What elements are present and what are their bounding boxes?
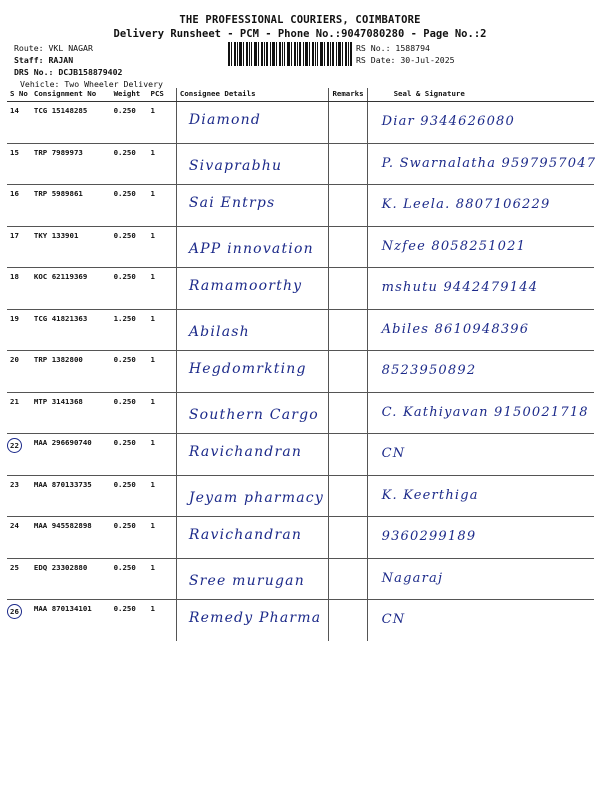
consignee-handwriting: Abilash xyxy=(188,323,250,340)
cell-weight xyxy=(111,226,148,268)
cell-signature xyxy=(367,226,594,268)
cell-remarks xyxy=(329,185,367,227)
weight-text: 0.250 xyxy=(113,438,136,447)
cell-signature xyxy=(367,185,594,227)
cell-consignment xyxy=(31,351,111,393)
cell-consignee xyxy=(176,475,329,517)
cell-consignee xyxy=(176,143,329,185)
cell-remarks xyxy=(329,226,367,268)
weight-text: 0.250 xyxy=(113,106,136,115)
consignment-text: TRP 1382800 xyxy=(33,355,83,364)
pcs-text: 1 xyxy=(150,562,155,572)
cell-pcs xyxy=(148,102,177,144)
cell-sno xyxy=(7,558,31,600)
cell-consignee xyxy=(176,351,329,393)
table-row xyxy=(7,185,594,227)
cell-weight xyxy=(111,351,148,393)
table-row xyxy=(7,351,594,393)
col-consignee: Consignee Details xyxy=(176,88,329,102)
consignment-text: KOC 62119369 xyxy=(33,272,88,281)
cell-weight xyxy=(111,475,148,517)
pcs-text: 1 xyxy=(150,604,155,613)
cell-consignment xyxy=(31,392,111,434)
pcs-text: 1 xyxy=(150,438,155,447)
cell-weight xyxy=(111,185,148,227)
sno-text: 20 xyxy=(10,355,19,364)
cell-consignment xyxy=(31,558,111,600)
cell-consignment xyxy=(31,226,111,268)
pcs-text: 1 xyxy=(150,272,155,281)
cell-sno xyxy=(7,475,31,517)
sno-text: 19 xyxy=(10,313,19,323)
pcs-text: 1 xyxy=(150,396,155,406)
signature-handwriting: C. Kathiyavan 9150021718 xyxy=(381,404,589,420)
cell-weight xyxy=(111,309,148,351)
meta-right xyxy=(356,42,455,66)
signature-handwriting: Diar 9344626080 xyxy=(381,114,515,129)
col-signature: Seal & Signature xyxy=(367,88,594,102)
pcs-text: 1 xyxy=(150,479,155,489)
cell-weight xyxy=(111,558,148,600)
table-row xyxy=(7,392,594,434)
cell-remarks xyxy=(329,143,367,185)
signature-handwriting: 9360299189 xyxy=(381,529,477,544)
weight-text: 0.250 xyxy=(113,272,136,281)
col-pcs: PCS xyxy=(148,88,177,102)
pcs-text: 1 xyxy=(150,355,155,364)
sno-text: 16 xyxy=(10,189,19,198)
cell-signature xyxy=(367,268,594,310)
cell-signature xyxy=(367,558,594,600)
cell-consignee xyxy=(176,434,329,476)
cell-signature xyxy=(367,309,594,351)
cell-pcs xyxy=(148,392,177,434)
meta-left xyxy=(14,42,163,90)
barcode-image xyxy=(228,42,352,66)
cell-sno xyxy=(7,434,31,476)
weight-text: 0.250 xyxy=(113,521,136,530)
sno-text: 21 xyxy=(10,396,19,406)
cell-remarks xyxy=(329,517,367,559)
cell-weight xyxy=(111,392,148,434)
cell-consignee xyxy=(176,600,329,641)
weight-text: 0.250 xyxy=(113,396,136,406)
cell-consignment xyxy=(31,309,111,351)
col-consignment: Consignment No xyxy=(31,88,111,102)
table-header-row xyxy=(7,88,594,102)
consignee-handwriting: Ramamoorthy xyxy=(188,278,303,294)
cell-weight xyxy=(111,600,148,641)
cell-sno xyxy=(7,351,31,393)
cell-sno xyxy=(7,102,31,144)
table-row xyxy=(7,558,594,600)
consignee-handwriting: Ravichandran xyxy=(188,444,303,460)
cell-pcs xyxy=(148,351,177,393)
cell-pcs xyxy=(148,434,177,476)
cell-pcs xyxy=(148,517,177,559)
signature-handwriting: CN xyxy=(381,446,406,461)
cell-remarks xyxy=(329,268,367,310)
signature-handwriting: mshutu 9442479144 xyxy=(381,280,539,295)
pcs-text: 1 xyxy=(150,106,155,115)
consignment-text: MAA 870134101 xyxy=(33,604,92,613)
sno-text: 17 xyxy=(10,230,19,240)
consignee-handwriting: Remedy Pharma xyxy=(188,610,322,626)
route-text: Route: VKL NAGAR xyxy=(14,43,93,53)
signature-handwriting: Abiles 8610948396 xyxy=(381,321,530,337)
consignee-handwriting: Sree murugan xyxy=(188,572,305,589)
weight-text: 0.250 xyxy=(113,189,136,198)
weight-text: 0.250 xyxy=(113,604,136,613)
consignment-text: EDQ 23302880 xyxy=(33,562,88,572)
consignee-handwriting: Southern Cargo xyxy=(188,406,319,423)
cell-remarks xyxy=(329,475,367,517)
consignee-handwriting: Sai Entrps xyxy=(188,195,276,211)
signature-handwriting: 8523950892 xyxy=(381,363,477,378)
cell-sno xyxy=(7,143,31,185)
table-row xyxy=(7,309,594,351)
cell-pcs xyxy=(148,309,177,351)
consignee-handwriting: Sivaprabhu xyxy=(188,157,283,174)
weight-text: 0.250 xyxy=(113,355,136,364)
consignment-text: TRP 5989861 xyxy=(33,189,83,198)
consignment-text: TCG 41821363 xyxy=(33,313,88,323)
signature-handwriting: K. Keerthiga xyxy=(381,487,479,503)
pcs-text: 1 xyxy=(150,147,155,157)
weight-text: 0.250 xyxy=(113,479,136,489)
cell-pcs xyxy=(148,558,177,600)
staff-text: Staff: RAJAN xyxy=(14,55,74,65)
cell-pcs xyxy=(148,143,177,185)
table-row xyxy=(7,268,594,310)
cell-consignee xyxy=(176,185,329,227)
cell-weight xyxy=(111,268,148,310)
cell-signature xyxy=(367,143,597,185)
cell-consignee xyxy=(176,392,329,434)
cell-pcs xyxy=(148,226,177,268)
table-row xyxy=(7,434,594,476)
table-row xyxy=(7,517,594,559)
sno-text: 25 xyxy=(10,562,19,572)
cell-remarks xyxy=(329,351,367,393)
rs-date: RS Date: 30-Jul-2025 xyxy=(356,55,455,65)
cell-weight xyxy=(111,434,148,476)
consignee-handwriting: Ravichandran xyxy=(188,527,303,543)
cell-consignment xyxy=(31,143,111,185)
cell-weight xyxy=(111,102,148,144)
cell-consignment xyxy=(31,475,111,517)
cell-pcs xyxy=(148,475,177,517)
table-row xyxy=(7,102,594,144)
sno-text: 14 xyxy=(10,106,19,115)
cell-remarks xyxy=(329,102,367,144)
cell-consignment xyxy=(31,102,111,144)
cell-consignment xyxy=(31,434,111,476)
consignment-text: MTP 3141368 xyxy=(33,396,83,406)
cell-signature xyxy=(367,102,594,144)
sno-text: 18 xyxy=(10,272,19,281)
cell-pcs xyxy=(148,600,177,641)
table-row xyxy=(7,143,594,185)
cell-consignee xyxy=(176,102,329,144)
cell-sno xyxy=(7,309,31,351)
cell-signature xyxy=(367,434,594,476)
cell-sno xyxy=(7,517,31,559)
cell-consignee xyxy=(176,517,329,559)
cell-consignee xyxy=(176,226,329,268)
cell-pcs xyxy=(148,268,177,310)
cell-consignment xyxy=(31,268,111,310)
cell-signature xyxy=(367,600,594,641)
pcs-text: 1 xyxy=(150,189,155,198)
cell-weight xyxy=(111,143,148,185)
page-subtitle: Delivery Runsheet - PCM - Phone No.:9047080280 - Page No.:2 xyxy=(113,28,487,40)
cell-weight xyxy=(111,517,148,559)
consignee-handwriting: APP innovation xyxy=(188,240,314,257)
consignment-text: TCG 15148285 xyxy=(33,106,88,115)
cell-remarks xyxy=(329,558,367,600)
weight-text: 0.250 xyxy=(113,147,136,157)
pcs-text: 1 xyxy=(150,230,155,240)
table-row xyxy=(7,600,594,641)
cell-consignee xyxy=(176,558,329,600)
weight-text: 0.250 xyxy=(113,562,136,572)
pcs-text: 1 xyxy=(150,521,155,530)
signature-handwriting: Nagaraj xyxy=(381,570,444,586)
consignment-text: MAA 945582898 xyxy=(33,521,92,530)
cell-consignment xyxy=(31,600,111,641)
sno-text: 15 xyxy=(10,147,19,157)
runsheet-table xyxy=(7,88,597,641)
cell-consignee xyxy=(176,309,329,351)
cell-signature xyxy=(367,475,594,517)
cell-signature xyxy=(367,351,594,393)
signature-handwriting: Nzfee 8058251021 xyxy=(381,238,527,254)
consignment-text: MAA 870133735 xyxy=(33,479,92,489)
sno-text: 23 xyxy=(10,479,19,489)
cell-consignment xyxy=(31,517,111,559)
sno-text: 26 xyxy=(7,604,22,619)
col-sno: S No xyxy=(7,88,31,102)
cell-sno xyxy=(7,392,31,434)
sno-text: 22 xyxy=(7,438,22,453)
weight-text: 1.250 xyxy=(113,313,136,323)
consignment-text: MAA 296690740 xyxy=(33,438,92,447)
cell-consignee xyxy=(176,268,329,310)
cell-remarks xyxy=(329,309,367,351)
signature-handwriting: CN xyxy=(381,612,406,627)
weight-text: 0.250 xyxy=(113,230,136,240)
cell-remarks xyxy=(329,600,367,641)
cell-pcs xyxy=(148,185,177,227)
cell-sno xyxy=(7,268,31,310)
consignment-text: TKY 133901 xyxy=(33,230,79,240)
sno-text: 24 xyxy=(10,521,19,530)
consignment-text: TRP 7989973 xyxy=(33,147,83,157)
cell-consignment xyxy=(31,185,111,227)
cell-sno xyxy=(7,226,31,268)
consignee-handwriting: Diamond xyxy=(188,112,262,128)
consignee-handwriting: Hegdomrkting xyxy=(188,361,307,377)
drs-number: DRS No.: DCJB158879402 xyxy=(14,67,123,77)
cell-sno xyxy=(7,185,31,227)
page-title: THE PROFESSIONAL COURIERS, COIMBATORE xyxy=(179,14,421,26)
cell-signature xyxy=(367,517,594,559)
table-row xyxy=(7,226,594,268)
pcs-text: 1 xyxy=(150,313,155,323)
cell-remarks xyxy=(329,434,367,476)
col-remarks: Remarks xyxy=(329,88,367,102)
cell-sno xyxy=(7,600,31,641)
consignee-handwriting: Jeyam pharmacy xyxy=(188,489,324,506)
vehicle-text: Vehicle: Two Wheeler Delivery xyxy=(20,79,163,89)
col-weight: Weight xyxy=(111,88,148,102)
rs-number: RS No.: 1588794 xyxy=(356,43,430,53)
cell-remarks xyxy=(329,392,367,434)
signature-handwriting: K. Leela. 8807106229 xyxy=(381,197,551,212)
cell-signature xyxy=(367,392,594,434)
table-row xyxy=(7,475,594,517)
signature-handwriting: P. Swarnalatha 9597957047 xyxy=(381,155,597,171)
